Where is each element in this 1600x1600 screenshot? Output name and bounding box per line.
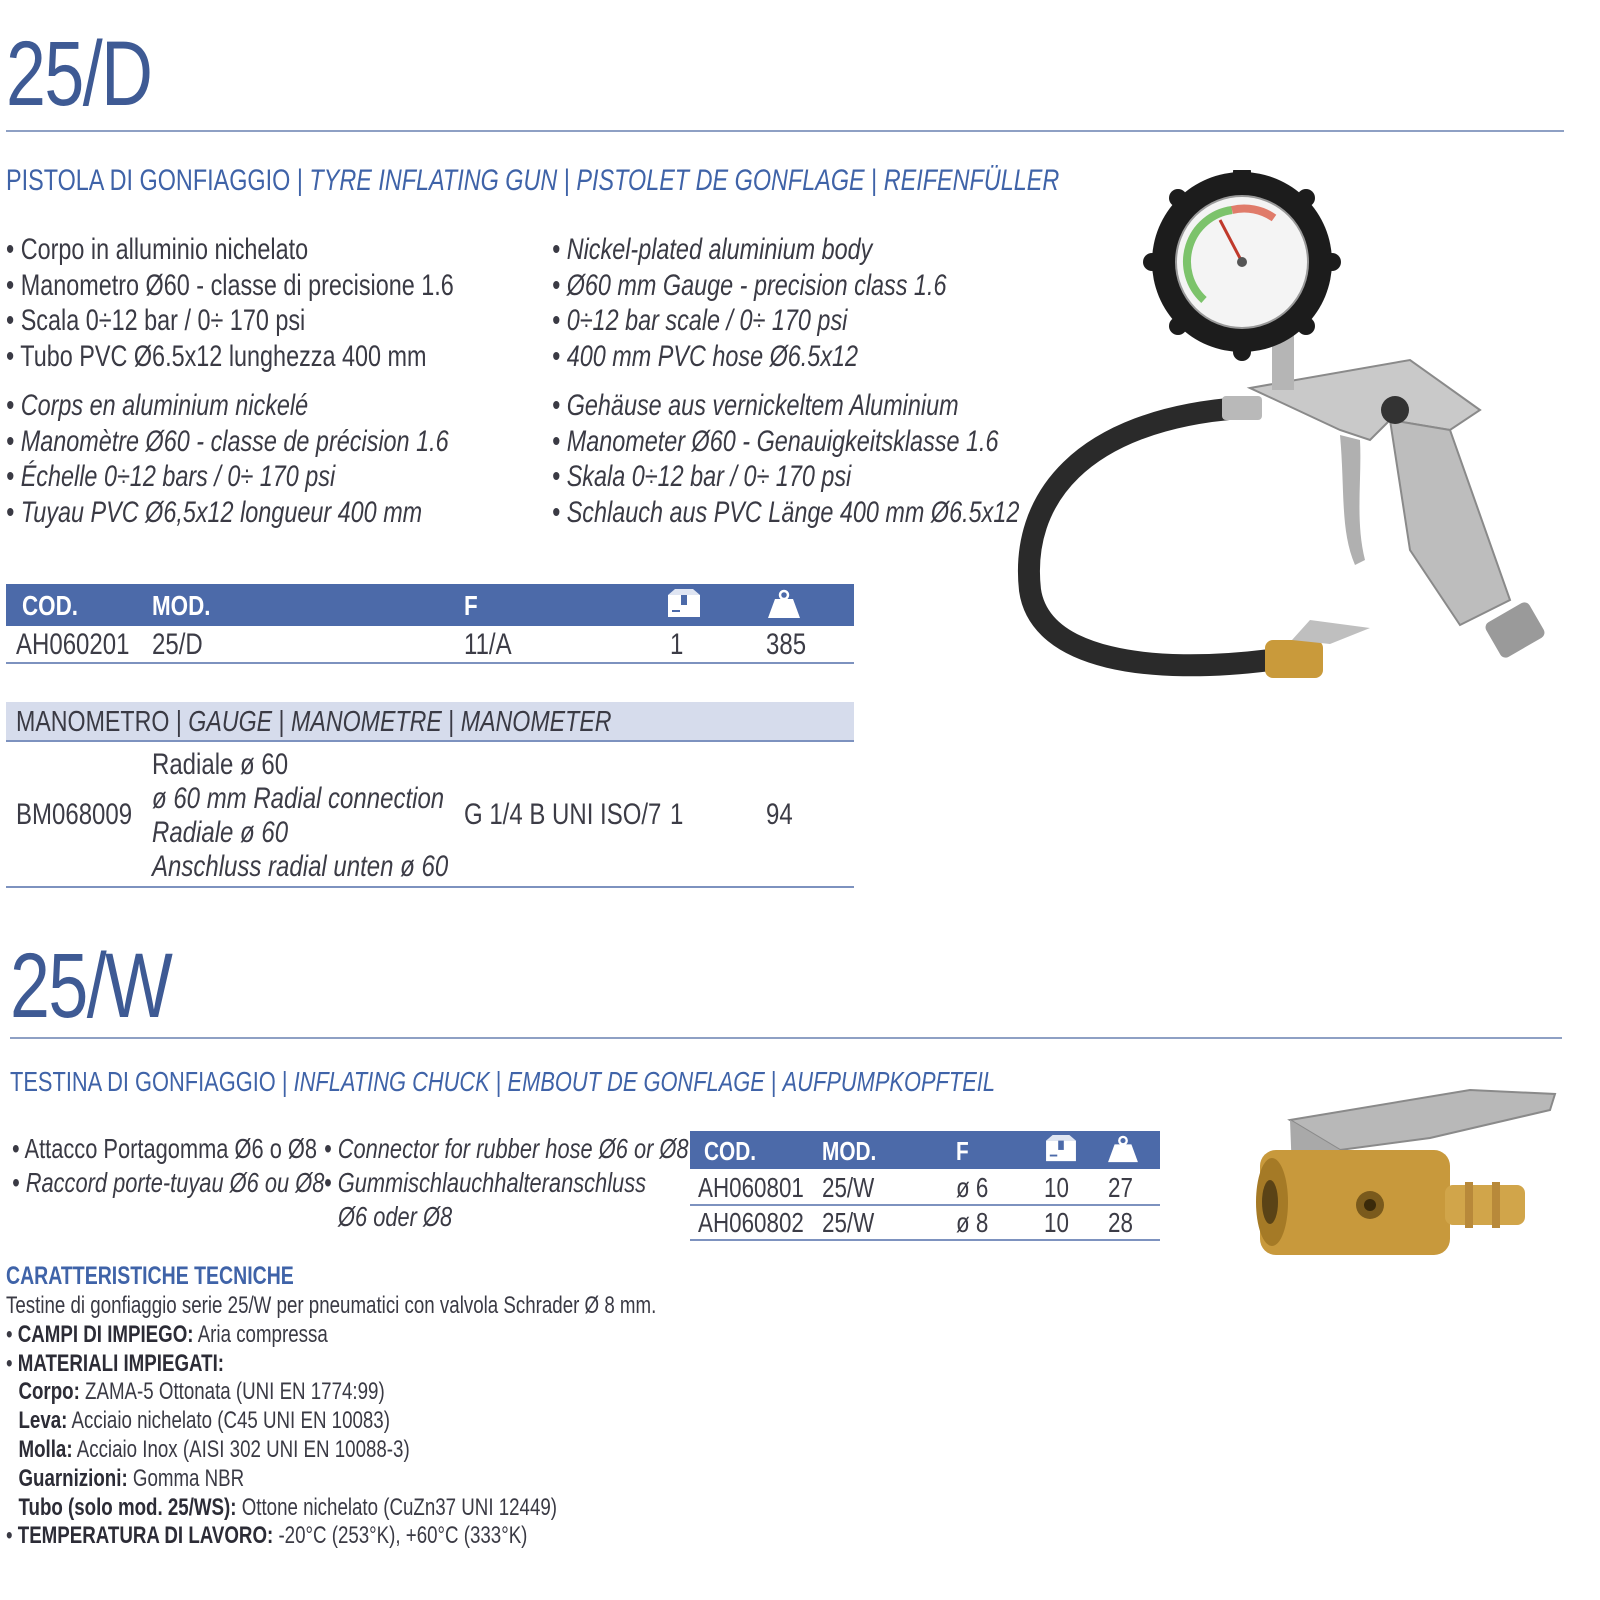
cell-qty: 1 [670, 628, 684, 661]
gauge-desc-fr: Radiale ø 60 [152, 816, 289, 849]
gauge-header-sep: | [272, 706, 292, 738]
cell-mod: 25/W [822, 1207, 875, 1238]
feature-item: Ø6 oder Ø8 [338, 1201, 453, 1232]
tech-intro: Testine di gonfiaggio serie 25/W per pneumatici con valvola Schrader Ø 8 mm. [6, 1292, 657, 1319]
tyre-inflating-gun-image [1010, 170, 1570, 710]
cell-f: ø 6 [956, 1172, 989, 1203]
gauge-desc-de: Anschluss radial unten ø 60 [152, 850, 449, 883]
row-divider [6, 740, 854, 742]
model-title-25d: 25/D [6, 23, 152, 125]
table-row [6, 628, 854, 662]
gauge-cod: BM068009 [16, 798, 133, 831]
col-cod: COD. [22, 590, 78, 621]
subtitle-sep: | [275, 1066, 294, 1097]
gauge-header-sep: | [441, 706, 461, 738]
feature-item: • Manomètre Ø60 - classe de précision 1.6 [6, 424, 449, 460]
gauge-f: G 1/4 B UNI ISO/7 [464, 798, 662, 831]
feature-item: • Scala 0÷12 bar / 0÷ 170 psi [6, 303, 454, 339]
gauge-header-it: MANOMETRO [16, 706, 170, 738]
table-row [690, 1172, 1160, 1204]
section-subtitle [10, 1068, 995, 1096]
feature-item: • Tubo PVC Ø6.5x12 lunghezza 400 mm [6, 339, 454, 375]
subtitle-de: REIFENFÜLLER [883, 164, 1060, 197]
tech-material-item: Leva: Acciaio nichelato (C45 UNI EN 10083) [18, 1407, 390, 1435]
tech-material-item: Guarnizioni: Gomma NBR [18, 1464, 245, 1492]
row-divider [6, 662, 854, 664]
subtitle-fr: EMBOUT DE GONFLAGE [507, 1066, 765, 1097]
features-fr [6, 388, 449, 530]
subtitle-it: TESTINA DI GONFIAGGIO [10, 1066, 276, 1097]
col-f: F [464, 590, 478, 621]
subtitle-en: TYRE INFLATING GUN [309, 164, 558, 197]
feature-item: • Corps en aluminium nickelé [6, 388, 449, 424]
subtitle-it: PISTOLA DI GONFIAGGIO [6, 164, 291, 197]
tech-material-item: Tubo (solo mod. 25/WS): Ottone nichelato (CuZn37 UNI 12449) [18, 1493, 558, 1521]
subtitle-sep: | [864, 164, 884, 197]
box-icon [666, 589, 702, 619]
feature-item: • Ø60 mm Gauge - precision class 1.6 [552, 268, 946, 304]
subtitle-sep: | [290, 164, 310, 197]
row-divider [690, 1239, 1160, 1241]
feature-item: • Tuyau PVC Ø6,5x12 longueur 400 mm [6, 495, 449, 531]
tech-uses: • CAMPI DI IMPIEGO: Aria compressa [6, 1320, 328, 1348]
section-subtitle [6, 166, 1059, 196]
row-divider [690, 1204, 1160, 1206]
feature-item: • Corpo in alluminio nichelato [6, 232, 454, 268]
cell-qty: 10 [1044, 1207, 1069, 1238]
subtitle-fr: PISTOLET DE GONFLAGE [576, 164, 865, 197]
feature-item: • Gummischlauchhalteranschluss [324, 1167, 647, 1198]
table-header [690, 1131, 1160, 1169]
gauge-header-de: MANOMETER [460, 706, 612, 738]
tech-material-item: Molla: Acciaio Inox (AISI 302 UNI EN 10088-3) [18, 1435, 410, 1463]
feature-item: • Nickel-plated aluminium body [552, 232, 946, 268]
subtitle-sep: | [489, 1066, 508, 1097]
tech-details [6, 1292, 656, 1551]
col-f: F [956, 1136, 969, 1166]
col-cod: COD. [704, 1136, 756, 1166]
box-icon [1044, 1135, 1078, 1163]
section-divider [6, 130, 1564, 132]
cell-weight: 385 [766, 628, 807, 661]
features-right [324, 1132, 689, 1234]
gauge-weight: 94 [766, 798, 793, 831]
tech-temperature: • TEMPERATURA DI LAVORO: -20°C (253°K), +60°C (333°K) [6, 1522, 528, 1550]
features-en [552, 232, 946, 374]
feature-item: • Attacco Portagomma Ø6 o Ø8 [12, 1133, 318, 1164]
subtitle-de: AUFPUMPKOPFTEIL [782, 1066, 996, 1097]
gauge-desc-en: ø 60 mm Radial connection [152, 782, 445, 815]
cell-mod: 25/D [152, 628, 203, 661]
gauge-qty: 1 [670, 798, 684, 831]
features-de [552, 388, 1019, 530]
cell-cod: AH060201 [16, 628, 130, 661]
table-header [6, 584, 854, 626]
col-mod: MOD. [152, 590, 211, 621]
feature-item: • Connector for rubber hose Ø6 or Ø8 [324, 1133, 689, 1164]
tech-title: CARATTERISTICHE TECNICHE [6, 1262, 294, 1290]
cell-qty: 10 [1044, 1172, 1069, 1203]
feature-item: • Manometro Ø60 - classe di precisione 1.6 [6, 268, 454, 304]
cell-f: 11/A [464, 628, 512, 661]
section-divider [10, 1037, 1562, 1039]
col-mod: MOD. [822, 1136, 877, 1166]
gauge-header-sep: | [169, 706, 189, 738]
cell-f: ø 8 [956, 1207, 989, 1238]
gauge-desc-it: Radiale ø 60 [152, 748, 289, 781]
row-divider [6, 886, 854, 888]
feature-item: • Manometer Ø60 - Genauigkeitsklasse 1.6 [552, 424, 1019, 460]
subtitle-sep: | [557, 164, 577, 197]
feature-item: • 400 mm PVC hose Ø6.5x12 [552, 339, 946, 375]
subtitle-sep: | [764, 1066, 783, 1097]
inflating-chuck-image [1230, 1080, 1560, 1270]
tech-materials-label: • MATERIALI IMPIEGATI: [6, 1349, 225, 1377]
feature-item: • Skala 0÷12 bar / 0÷ 170 psi [552, 459, 1019, 495]
features-left [12, 1132, 324, 1200]
gauge-row [6, 748, 854, 884]
cell-weight: 28 [1108, 1207, 1133, 1238]
feature-item: • Échelle 0÷12 bars / 0÷ 170 psi [6, 459, 449, 495]
feature-item: • Raccord porte-tuyau Ø6 ou Ø8 [12, 1167, 325, 1198]
feature-item: • 0÷12 bar scale / 0÷ 170 psi [552, 303, 946, 339]
gauge-header-fr: MANOMETRE [291, 706, 442, 738]
table-row [690, 1207, 1160, 1239]
weight-icon [1106, 1135, 1140, 1163]
cell-mod: 25/W [822, 1172, 875, 1203]
gauge-header-text [16, 706, 612, 739]
feature-item: • Schlauch aus PVC Länge 400 mm Ø6.5x12 [552, 495, 1019, 531]
weight-icon [766, 589, 802, 619]
subtitle-en: INFLATING CHUCK [293, 1066, 490, 1097]
cell-cod: AH060801 [698, 1172, 804, 1203]
features-it [6, 232, 454, 374]
cell-cod: AH060802 [698, 1207, 804, 1238]
cell-weight: 27 [1108, 1172, 1133, 1203]
tech-material-item: Corpo: ZAMA-5 Ottonata (UNI EN 1774:99) [18, 1378, 385, 1406]
feature-item: • Gehäuse aus vernickeltem Aluminium [552, 388, 1019, 424]
gauge-header-en: GAUGE [188, 706, 273, 738]
model-title-25w: 25/W [10, 935, 172, 1037]
gauge-header [6, 702, 854, 740]
